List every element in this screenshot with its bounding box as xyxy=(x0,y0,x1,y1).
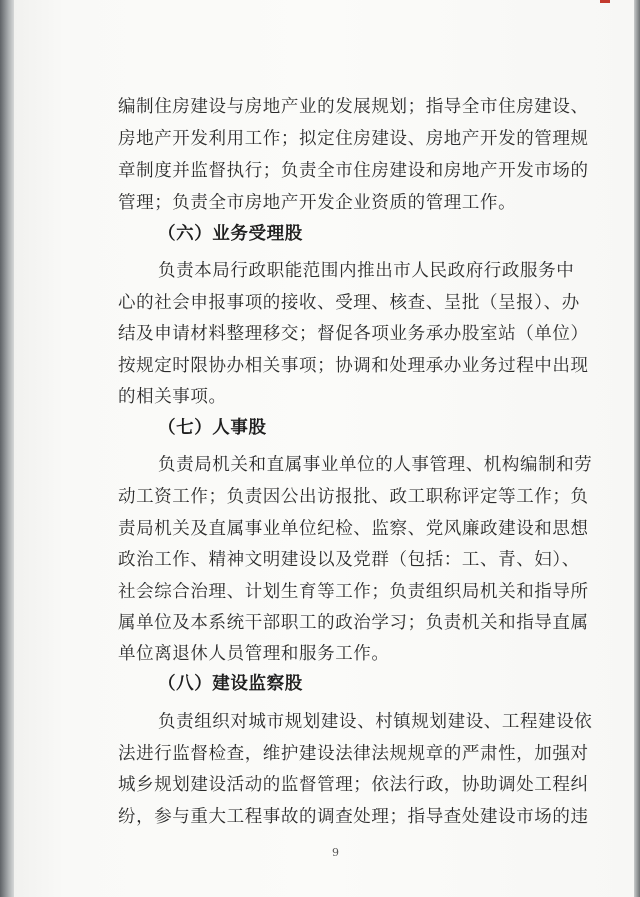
paragraph-line: 结及申请材料整理移交；督促各项业务承办股室站（单位） xyxy=(118,324,589,344)
paragraph-line: 单位离退休人员管理和服务工作。 xyxy=(118,644,390,664)
paragraph-line: 法进行监督检查，维护建设法律法规规章的严肃性，加强对 xyxy=(118,744,589,764)
paragraph-line: 责局机关及直属事业单位纪检、监察、党风廉政建设和思想 xyxy=(118,519,589,539)
paragraph-line: 编制住房建设与房地产业的发展规划；指导全市住房建设、 xyxy=(118,97,589,117)
paragraph-line: 心的社会申报事项的接收、受理、核查、呈批（呈报）、办 xyxy=(118,293,580,313)
paragraph-line: 负责局机关和直属事业单位的人事管理、机构编制和劳 xyxy=(158,455,593,475)
scan-edge-right xyxy=(634,0,640,897)
paragraph-line: 按规定时限协办相关事项；协调和处理承办业务过程中出现 xyxy=(118,356,589,376)
paragraph-line: 动工资工作；负责因公出访报批、政工职称评定等工作；负 xyxy=(118,487,589,507)
section-heading-7: （七）人事股 xyxy=(158,418,267,438)
paragraph-line: 的相关事项。 xyxy=(118,387,227,407)
paragraph-line: 纷，参与重大工程事故的调查处理；指导查处建设市场的违 xyxy=(118,807,589,827)
paragraph-line: 政治工作、精神文明建设以及党群（包括：工、青、妇）、 xyxy=(118,550,580,570)
section-heading-8: （八）建设监察股 xyxy=(158,674,303,694)
paragraph-line: 城乡规划建设活动的监督管理；依法行政，协助调处工程纠 xyxy=(118,775,589,795)
paragraph-line: 社会综合治理、计划生育等工作；负责组织局机关和指导所 xyxy=(118,582,589,602)
scan-edge-left xyxy=(0,0,14,897)
paragraph-line: 负责组织对城市规划建设、村镇规划建设、工程建设依 xyxy=(158,712,593,732)
paragraph-line: 房地产开发利用工作；拟定住房建设、房地产开发的管理规 xyxy=(118,129,589,149)
paragraph-line: 章制度并监督执行；负责全市住房建设和房地产开发市场的 xyxy=(118,161,589,181)
section-heading-6: （六）业务受理股 xyxy=(158,224,303,244)
paragraph-line: 管理；负责全市房地产开发企业资质的管理工作。 xyxy=(118,193,517,213)
paragraph-line: 负责本局行政职能范围内推出市人民政府行政服务中 xyxy=(158,261,575,281)
document-page xyxy=(14,0,634,897)
page-number: 9 xyxy=(332,846,339,859)
paragraph-line: 属单位及本系统干部职工的政治学习；负责机关和指导直属 xyxy=(118,613,589,633)
red-mark xyxy=(600,0,610,3)
